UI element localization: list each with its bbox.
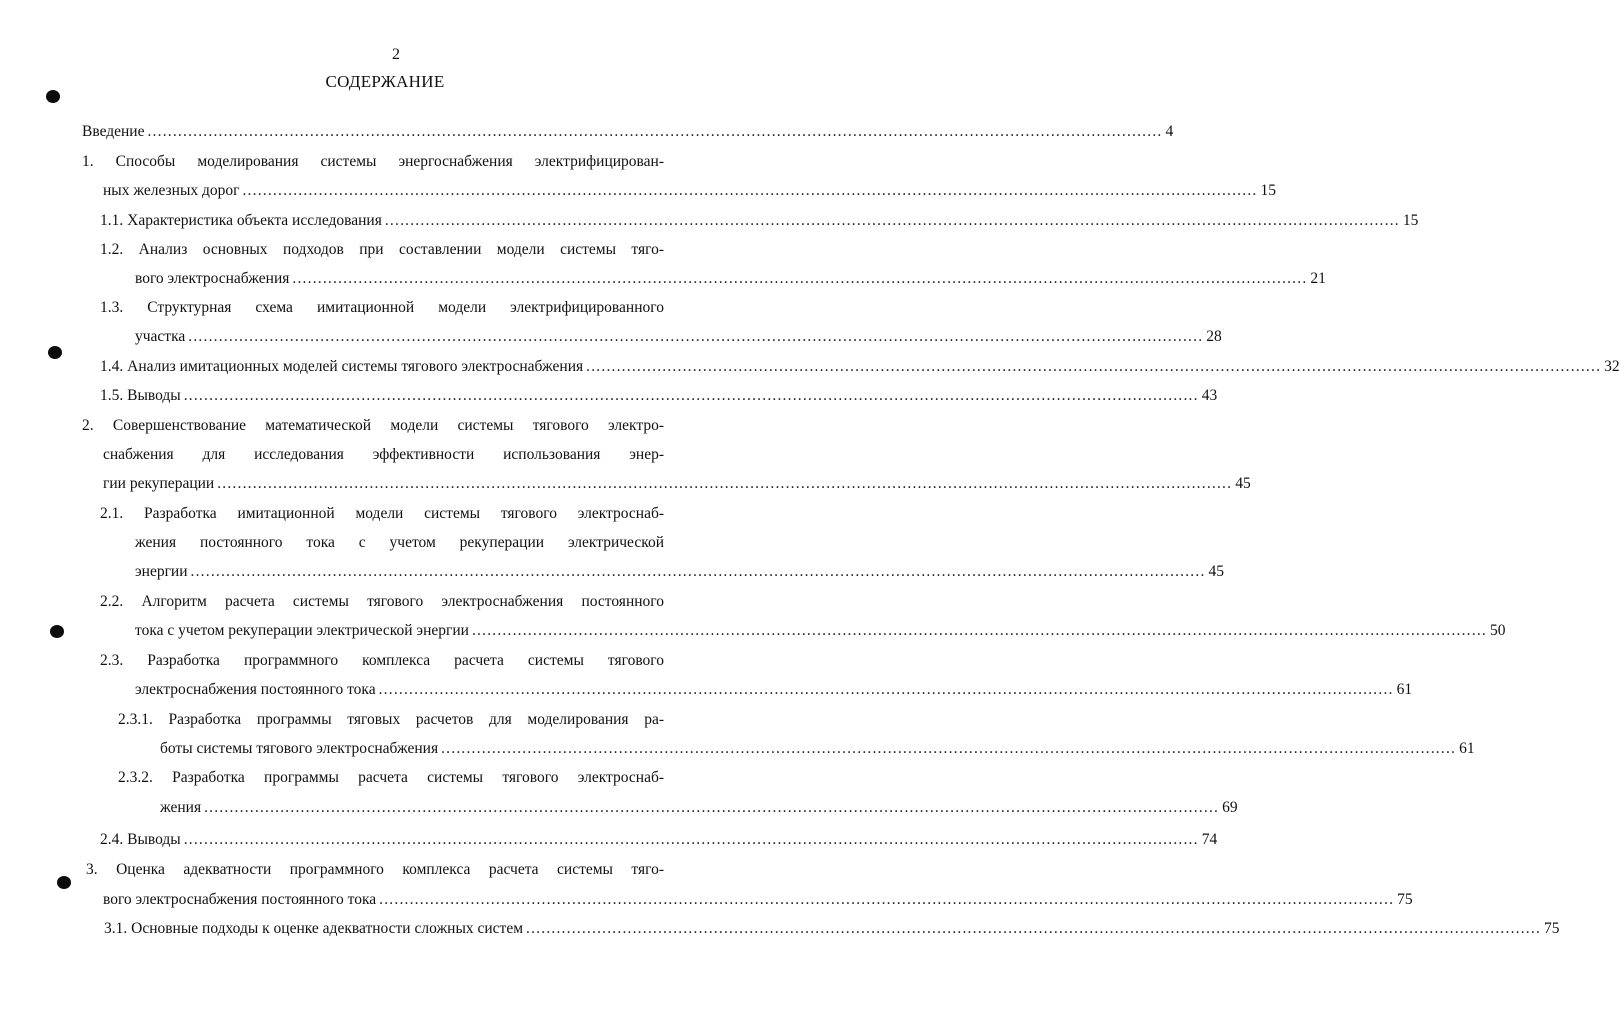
toc-entry-3-1: 3.1. Основные подходы к оценке адекватности сложных систем ........................................................................................................................................................................................................ 75 (104, 920, 1560, 937)
toc-entry-1-5: 1.5. Выводы ........................................................................................................................................................................................................ 43 (100, 387, 1218, 404)
toc-entry-1-4: 1.4. Анализ имитационных моделей системы тягового электроснабжения ........................................................................................................................................................................................................ 32 (100, 358, 1620, 375)
toc-entry-2-3-2: жения ........................................................................................................................................................................................................ 69 (160, 799, 1238, 816)
toc-entry-intro: Введение ........................................................................................................................................................................................................ 4 (82, 123, 1174, 140)
toc-entry-2-line: 2. Совершенствование математической модели системы тягового электро- (82, 417, 664, 434)
toc-entry-2-2: тока с учетом рекуперации электрической энергии ........................................................................................................................................................................................................ 50 (135, 622, 1506, 639)
toc-entry-2-3-line: 2.3. Разработка программного комплекса расчета системы тягового (100, 652, 664, 669)
toc-entry-2-3: электроснабжения постоянного тока ........................................................................................................................................................................................................ 61 (135, 681, 1413, 698)
page-number: 2 (392, 46, 400, 63)
toc-entry-2-1-line: жения постоянного тока с учетом рекуперации электрической (135, 534, 664, 551)
toc-entry-3: вого электроснабжения постоянного тока ........................................................................................................................................................................................................ 75 (103, 891, 1413, 908)
toc-entry-2-3-2-line: 2.3.2. Разработка программы расчета системы тягового электроснаб- (118, 769, 664, 786)
toc-entry-2: гии рекуперации ........................................................................................................................................................................................................ 45 (103, 475, 1251, 492)
toc-entry-2-line: снабжения для исследования эффективности использования энер- (103, 446, 664, 463)
toc-entry-1-line: 1. Способы моделирования системы энергоснабжения электрифицирован- (82, 153, 664, 170)
toc-entry-1-3: участка ........................................................................................................................................................................................................ 28 (135, 328, 1222, 345)
toc-entry-2-2-line: 2.2. Алгоритм расчета системы тягового электроснабжения постоянного (100, 593, 664, 610)
toc-entry-1-2-line: 1.2. Анализ основных подходов при составлении модели системы тяго- (100, 241, 664, 258)
toc-entry-1-1: 1.1. Характеристика объекта исследования ........................................................................................................................................................................................................ 15 (100, 212, 1419, 229)
toc-entry-1-2: вого электроснабжения ........................................................................................................................................................................................................ 21 (135, 270, 1326, 287)
toc-entry-2-1: энергии ........................................................................................................................................................................................................ 45 (135, 563, 1225, 580)
toc-entry-1-3-line: 1.3. Структурная схема имитационной модели электрифицированного (100, 299, 664, 316)
toc-entry-1: ных железных дорог ........................................................................................................................................................................................................ 15 (103, 182, 1276, 199)
toc-entry-2-1-line: 2.1. Разработка имитационной модели системы тягового электроснаб- (100, 505, 664, 522)
toc-entry-3-line: 3. Оценка адекватности программного комплекса расчета системы тяго- (86, 861, 664, 878)
toc-entry-2-4: 2.4. Выводы ........................................................................................................................................................................................................ 74 (100, 831, 1218, 848)
toc-entry-2-3-1-line: 2.3.1. Разработка программы тяговых расчетов для моделирования ра- (118, 711, 664, 728)
toc-entry-2-3-1: боты системы тягового электроснабжения ........................................................................................................................................................................................................ 61 (160, 740, 1475, 757)
page-title: СОДЕРЖАНИЕ (325, 72, 445, 91)
